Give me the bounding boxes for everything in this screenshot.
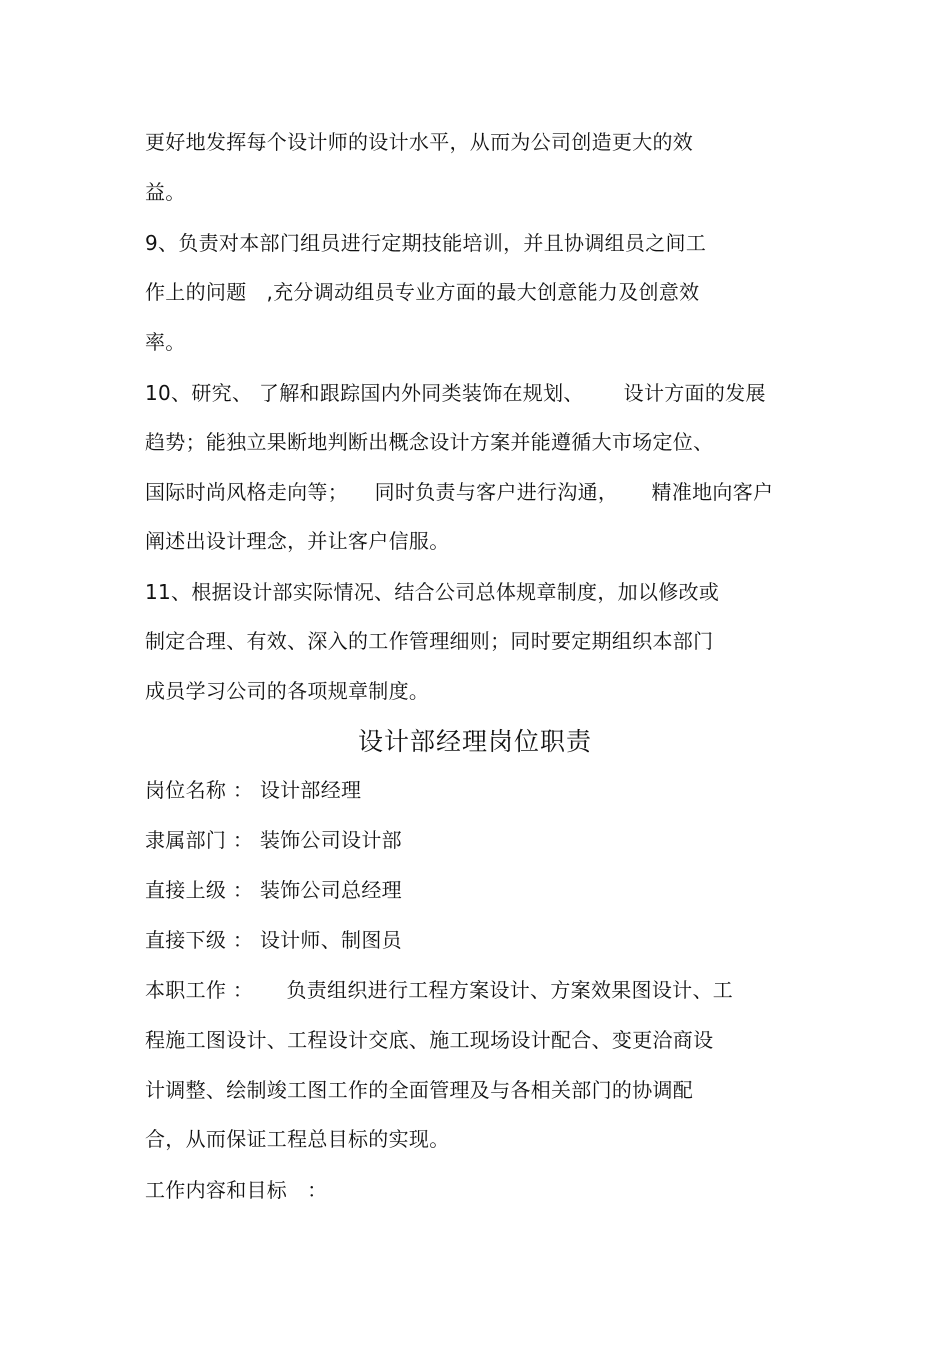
- list-item-10-line: 10、研究、 了解和跟踪国内外同类装饰在规划、 设计方面的发展: [145, 381, 766, 405]
- paragraph-line: 益。: [145, 180, 186, 204]
- duty-line: 合，从而保证工程总目标的实现。: [145, 1127, 450, 1151]
- list-item-9-line: 9、负责对本部门组员进行定期技能培训，并且协调组员之间工: [145, 231, 707, 255]
- field-position-name: 岗位名称 ： 设计部经理: [145, 778, 362, 802]
- list-item-10-line: 国际时尚风格走向等； 同时负责与客户进行沟通， 精准地向客户: [145, 480, 774, 504]
- list-item-11-line: 11、根据设计部实际情况、结合公司总体规章制度，加以修改或: [145, 580, 720, 604]
- list-item-10-line: 阐述出设计理念，并让客户信服。: [145, 529, 450, 553]
- duty-line: 本职工作 ： 负责组织进行工程方案设计、方案效果图设计、工: [145, 978, 734, 1002]
- field-department: 隶属部门 ： 装饰公司设计部: [145, 828, 402, 852]
- list-item-9-line: 率。: [145, 330, 186, 354]
- paragraph-line: 更好地发挥每个设计师的设计水平，从而为公司创造更大的效: [145, 130, 694, 154]
- field-direct-subordinate: 直接下级 ： 设计师、制图员: [145, 928, 402, 952]
- section-title: 设计部经理岗位职责: [357, 727, 592, 756]
- list-item-11-line: 成员学习公司的各项规章制度。: [145, 679, 430, 703]
- duty-line: 程施工图设计、工程设计交底、施工现场设计配合、变更洽商设: [145, 1028, 714, 1052]
- list-item-9-line: 作上的问题 ,充分调动组员专业方面的最大创意能力及创意效: [145, 280, 700, 304]
- duty-line: 计调整、绘制竣工图工作的全面管理及与各相关部门的协调配: [145, 1078, 694, 1102]
- field-direct-superior: 直接上级 ： 装饰公司总经理: [145, 878, 402, 902]
- list-item-10-line: 趋势；能独立果断地判断出概念设计方案并能遵循大市场定位、: [145, 430, 714, 454]
- work-content-heading: 工作内容和目标 ：: [145, 1178, 328, 1202]
- list-item-11-line: 制定合理、有效、深入的工作管理细则；同时要定期组织本部门: [145, 629, 714, 653]
